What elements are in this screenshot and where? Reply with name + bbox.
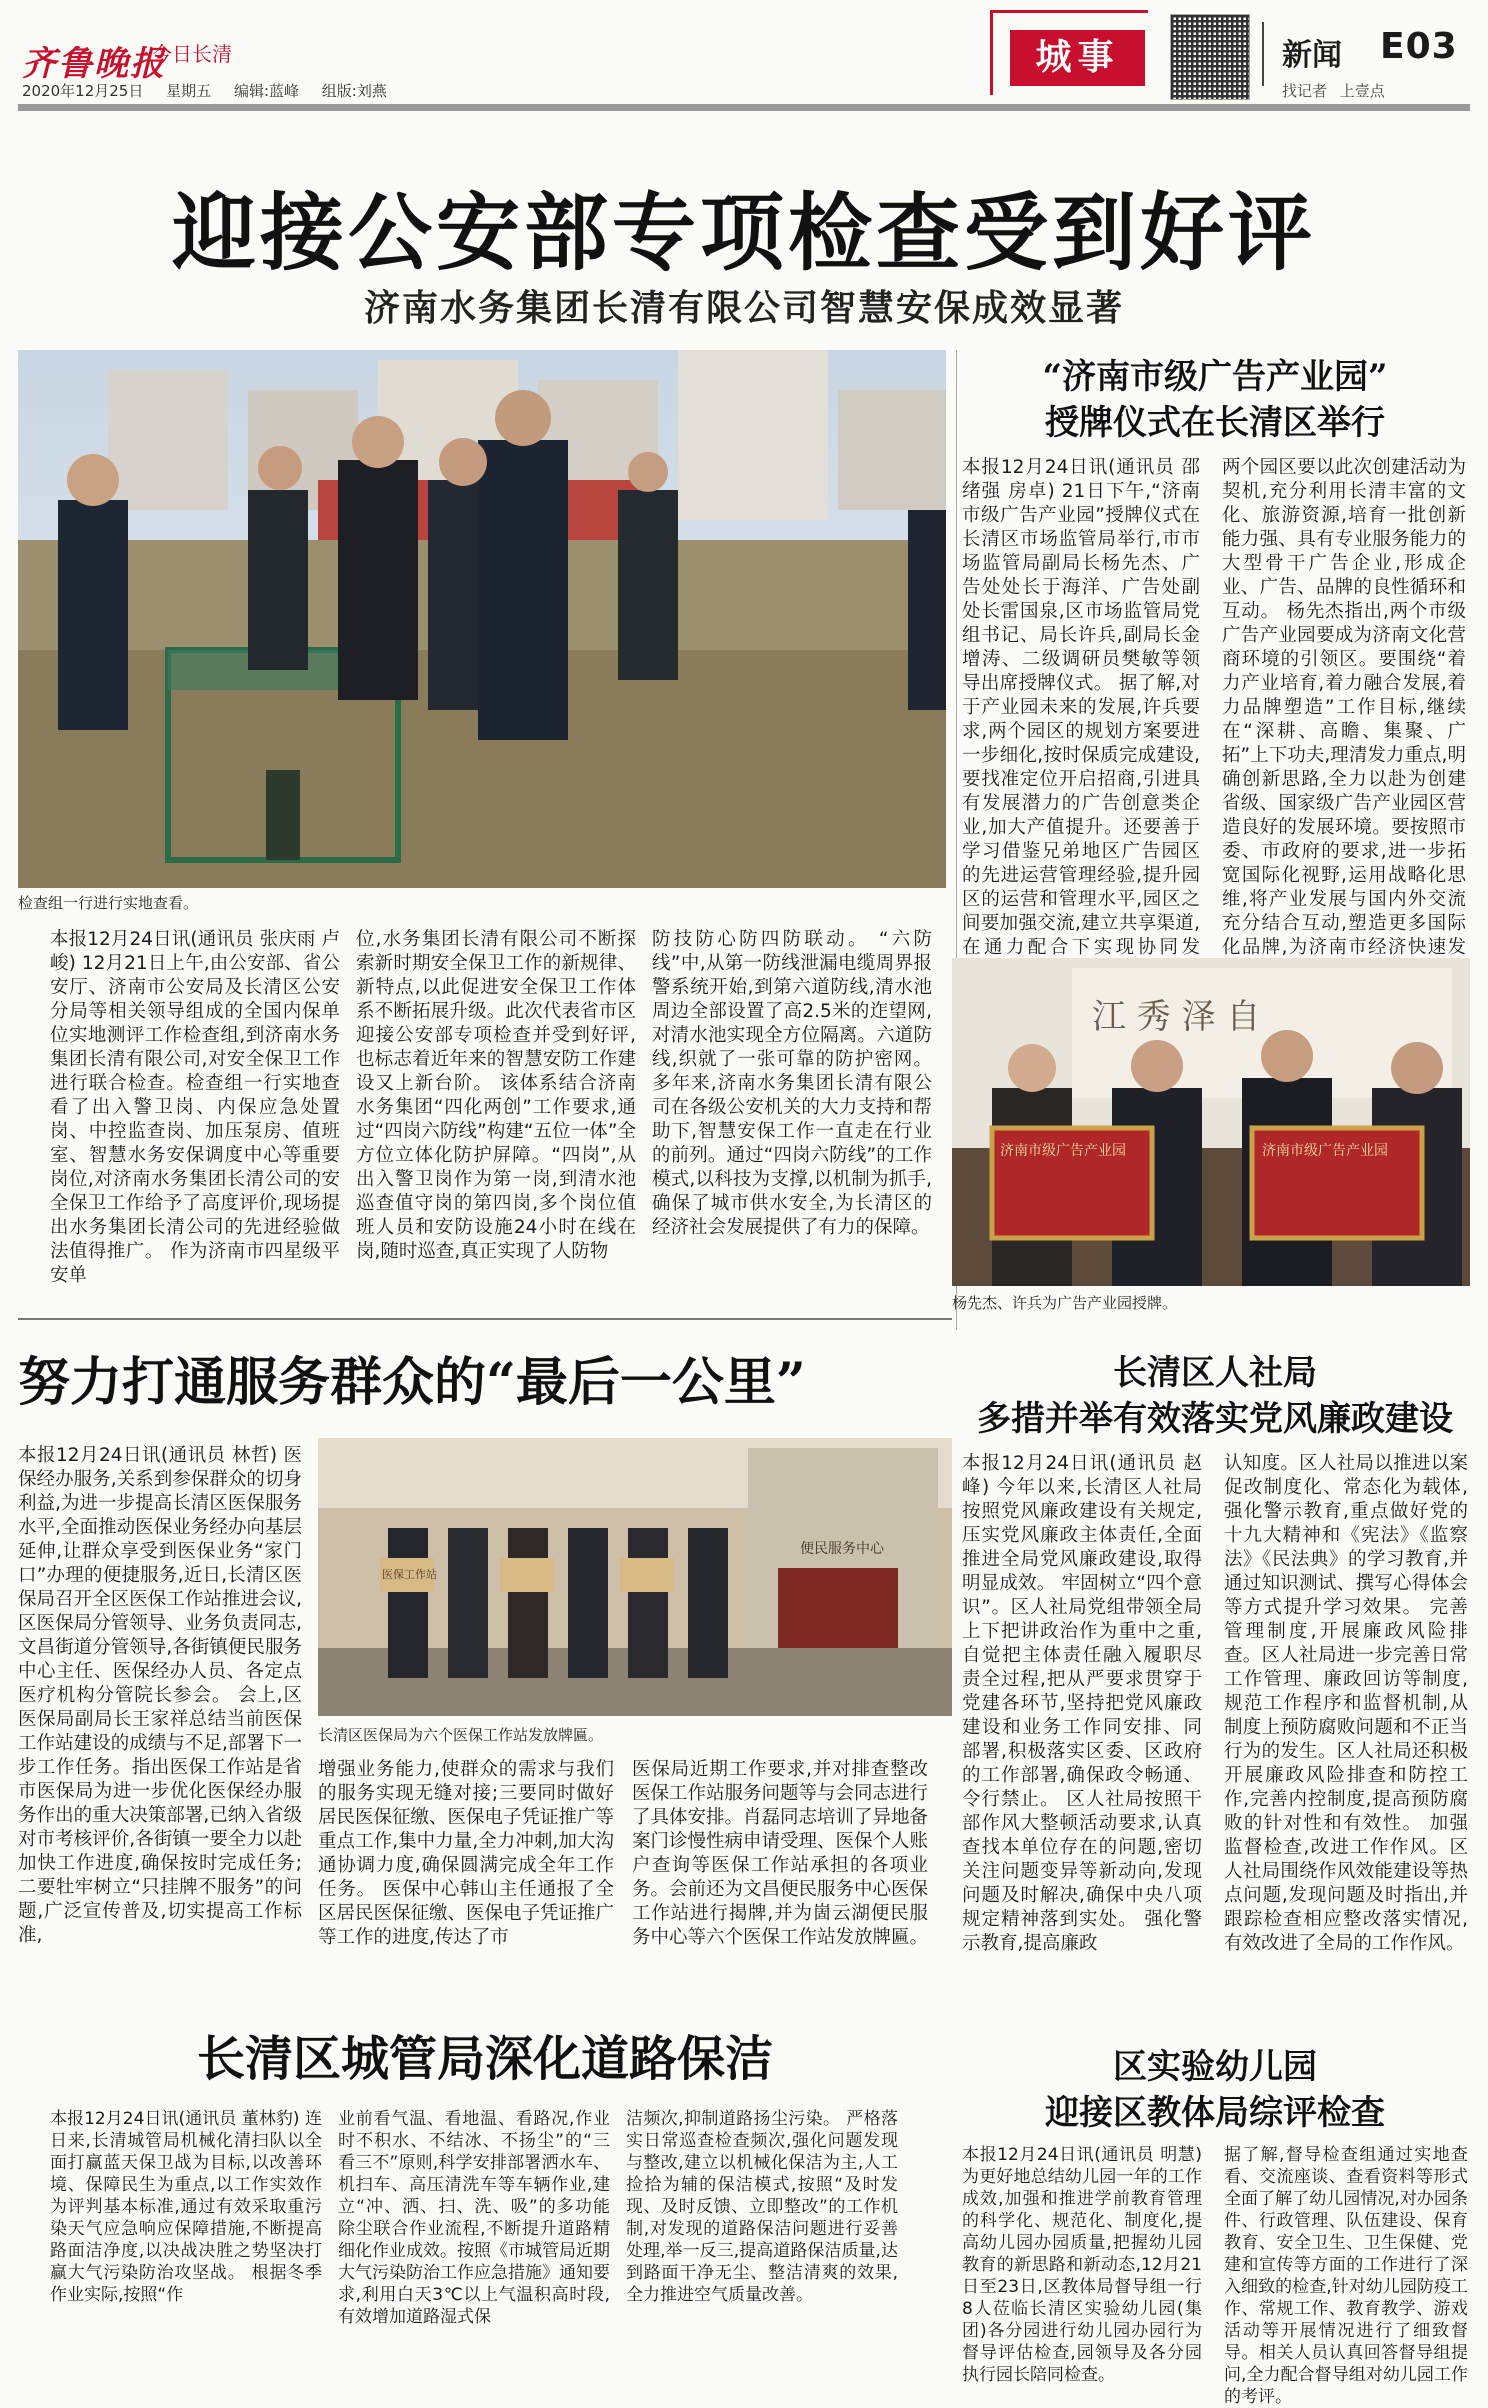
mid-rule [18,1318,952,1320]
article3-col3: 医保局近期工作要求,并对排查整改医保工作站服务问题等与会同志进行了具体安排。肖磊同志培训了异地备案门诊慢性病申请受理、医保个人账户查询等医保工作站承担的各项业务。会前还为文昌便民服务中心医保工作站进行揭牌,并为崮云湖便民服务中心等六个医保工作站发放牌匾。 [632,1759,929,1948]
article3-col1: 本报12月24日讯(通讯员 林哲) 医保经办服务,关系到参保群众的切身利益,为进一步提高长清区医保服务水平,全面推动医保业务经办向基层延伸,让群众享受到医保业务“家门口”办理的便捷服务,近日,长清区医保局召开全区医保工作站推进会议,区医保局分管领导、业务负责同志,文昌街道分管领导,各街镇便民服务中心主任、医保经办人员、各定点医疗机构分管院长参会。 会上,区医保局副局长王家祥总结当前医保工作站建设的成绩与不足,部署下一步工作任务。指出医保工作站是省市医保局为进一步优化医保经办服务作出的重大决策部署,已纳入省级对市考核评价,各街镇一要全力以赴加快工作进度,确保按时完成任务;二要牡牢树立“只挂牌不服务”的问题,广泛宣传普及,切实提高工作标准, [18,1445,302,1946]
inspection-photo-caption: 检查组一行进行实地查看。 [18,894,199,912]
medical-photo-caption: 长清区医保局为六个医保工作站发放牌匾。 [318,1726,604,1744]
article6-headline-line2: 迎接区教体局综评检查 [1045,2093,1385,2133]
award-photo-image [952,958,1470,1286]
article4-col1: 本报12月24日讯(通讯员 赵峰) 今年以来,长清区人社局按照党风廉政建设有关规定,压实党风廉政主体责任,全面推进全局党风廉政建设,取得明显成效。 牢固树立“四个意识”。区人社局党组带领全局上下把讲政治作为重中之重,自觉把主体责任融入履职尽责全过程,把从严要求贯穿于党建各环节,坚持把党风廉政建设和业务工作同安排、同部署,积极落实区委、区政府的工作部署,确保政令畅通、令行禁止。 区人社局按照干部作风大整顿活动要求,认真查找本单位存在的问题,密切关注问题变异等新动向,发现问题及时解决,确保中央八项规定精神落到实处。 强化警示教育,提高廉政 [962,1453,1202,1954]
article1-col1: 本报12月24日讯(通讯员 张庆雨 卢峻) 12月21日上午,由公安部、省公安厅、济南市公安局及长清区公安分局等相关领导组成的全国内保单位实地测评工作检查组,到济南水务集团长清有限公司,对安全保卫工作进行联合检查。检查组一行实地查看了出入警卫岗、内保应急处置岗、中控监查岗、加压泵房、值班室、智慧水务安保调度中心等重要岗位,对济南水务集团长清公司的安全保卫工作给予了高度评价,现场提出水务集团长清公司的先进经验做法值得推广。 作为济南市四星级平安单 [50,929,340,1286]
edition-name: 今日长清 [152,42,232,66]
issue-weekday: 星期五 [166,82,212,100]
inspection-photo [18,350,946,888]
article2-headline-line1: “济南市级广告产业园” [1042,357,1388,397]
lead-headline: 迎接公安部专项检查受到好评 [171,183,1316,282]
page-category: 新闻 [1282,38,1342,73]
editor-credit: 编辑:蓝峰 [233,82,299,100]
article1-col3: 防技防心防四防联动。 “六防线”中,从第一防线泄漏电缆周界报警系统开始,到第六道防线,清水池周边全部设置了高2.5米的迮望网,对清水池实现全方位隔离。六道防线,织就了一张可靠的防护密网。 多年来,济南水务集团长清有限公司在各级公安机关的大力支持和帮助下,智慧安保工作一直走在行业的前列。通过“四岗六防线”的工作模式,以科技为支撑,以机制为抓手,确保了城市供水安全,为长清区的经济社会发展提供了有力的保障。 [652,929,932,1238]
article4-col2: 认知度。区人社局以推进以案促改制度化、常态化为载体,强化警示教育,重点做好党的十九大精神和《宪法》《监察法》《民法典》的学习教育,并通过知识测试、撰写心得体会等方式提升学习效果。 完善管理制度,开展廉政风险排查。区人社局进一步完善日常工作管理、廉政回访等制度,规范工作程序和监督机制,从制度上预防腐败问题和不正当行为的发生。区人社局还积极开展廉政风险排查和防控工作,完善内控制度,提高预防腐败的针对性和有效性。 加强监督检查,改进工作作风。区人社局围绕作风效能建设等热点问题,发现问题及时指出,并跟踪检查相应整改落实情况,有效改进了全局的工作作风。 [1224,1453,1468,1954]
top-rule [18,104,1470,111]
inspection-photo-image [18,350,946,888]
medical-door-sign: 便民服务中心 [800,1541,884,1557]
article2-headline-line2: 授牌仪式在长清区举行 [1045,403,1385,443]
qr-code-icon [1170,14,1250,100]
svg-text:江 秀 泽 自: 江 秀 泽 自 [1092,997,1261,1037]
reporter-line: 找记者 上壹点 [1282,82,1385,100]
layout-credit: 组版:刘燕 [321,82,387,100]
article5-col2: 业前看气温、看地温、看路况,作业时不积水、不结冰、不扬尘”的“三看三不”原则,科学安排部署洒水车、机扫车、高压清洗车等车辆作业,建立“冲、洒、扫、洗、吸”的多功能除尘联合作业流程,不断提升道路精细化作业成效。按照《市城管局近期大气污染防治工作应急措施》通知要求,利用白天3℃以上气温积高时段,有效增加道路湿式保 [338,2109,610,2327]
article6-headline-line1: 区实验幼儿园 [1113,2047,1317,2087]
article5-col1: 本报12月24日讯(通讯员 董林豹) 连日来,长清城管局机械化清扫队以全面打赢蓝天保卫战为目标,以改善环境、保障民生为重点,以工作实效作为评判基本标准,通过有效采取重污染天气应急响应保障措施,不断提高路面洁净度,以决战决胜之势坚决打赢大气污染防治攻坚战。 根据冬季作业实际,按照“作 [50,2109,322,2305]
article5-headline: 长清区城管局深化道路保洁 [196,2031,773,2087]
article6-col2: 据了解,督导检查组通过实地查看、交流座谈、查看资料等形式全面了解了幼儿园情况,对办园条件、行政管理、队伍建设、保育教育、安全卫生、卫生保健、党建和宣传等方面的工作进行了深入细致的检查,针对幼儿园防疫工作、常规工作、教育教学、游戏活动等开展情况进行了细致督导。相关人员认真回答督导组提问,全力配合督导组对幼儿园工作的考评。 [1224,2145,1468,2407]
award-plaque-text-right: 济南市级广告产业园 [1262,1143,1388,1159]
medical-plaque-text: 医保工作站 [382,1568,437,1581]
article5-col3: 洁频次,抑制道路扬尘污染。 严格落实日常巡查检查频次,强化问题发现与整改,建立以机械化保洁为主,人工捡拾为辅的保洁模式,按照“及时发现、及时反馈、立即整改”的工作机制,对发现的道路保洁问题进行妥善处理,举一反三,提高道路保洁质量,达到路面干净无尘、整洁清爽的效果,全力推进空气质量改善。 [626,2109,898,2305]
issue-date: 2020年12月25日 [22,82,144,100]
article2-col2: 两个园区要以此次创建活动为契机,充分利用长清丰富的文化、旅游资源,培育一批创新能力强、具有专业服务能力的大型骨干广告企业,形成企业、广告、品牌的良性循环和互动。 杨先杰指出,两个市级广告产业园要成为济南文化营商环境的引领区。要围绕“着力产业培育,着力融合发展,着力品牌塑造”工作目标,继续在“深耕、高瞻、集聚、广拓”上下功夫,理清发力重点,明确创新思路,全力以赴为创建省级、国家级广告产业园区营造良好的发展环境。要按照市委、市政府的要求,进一步拓宽国际化视野,运用战略化思维,将产业发展与国内外交流充分结合互动,塑造更多国际化品牌,为济南市经济快速发 [1222,457,1466,958]
award-photo [952,958,1470,1286]
article1-col2: 位,水务集团长清有限公司不断探索新时期安全保卫工作的新规律、新特点,以此促进安全保卫工作体系不断拓展升级。此次代表省市区迎接公安部专项检查并受到好评,也标志着近年来的智慧安防工作建设又上新台阶。 该体系结合济南水务集团“四化两创”工作要求,通过“四岗六防线”构建“五位一体”全方位立体化防护屏障。“四岗”,从出入警卫岗作为第一岗,到清水池巡查值守岗的第四岗,多个岗位值班人员和安防设施24小时在线在岗,随时巡查,真正实现了人防物 [356,929,636,1262]
lead-subheadline: 济南水务集团长清有限公司智慧安保成效显著 [363,287,1124,329]
issue-meta [22,80,405,101]
newspaper-logo: 齐鲁晚报 [22,44,166,84]
article2-col1: 本报12月24日讯(通讯员 邵绪强 房卓) 21日下午,“济南市级广告产业园”授牌仪式在长清区市场监管局举行,市市场监管局副局长杨先杰、广告处处长于海洋、广告处副处长雷国泉,区市场监管局党组书记、局长许兵,副局长金增涛、二级调研员樊敏等领导出席授牌仪式。 据了解,对于产业园未来的发展,许兵要求,两个园区的规划方案要进一步细化,按时保质完成建设,要找准定位开启招商,引进具有发展潜力的广告创意类企业,加大产值提升。还要善于学习借鉴兄弟地区广告园区的先进运营管理经验,提升园区的运营和管理水平,园区之间要加强交流,建立共享渠道,在通力配合下实现协同发 [962,457,1200,958]
award-plaque-text-left: 济南市级广告产业园 [1000,1143,1126,1159]
article6-col1: 本报12月24日讯(通讯员 明慧) 为更好地总结幼儿园一年的工作成效,加强和推进学前教育管理的科学化、规范化、制度化,提高幼儿园办园质量,把握幼儿园教育的新思路和新动态,12月21日至23日,区教体局督导组一行8人莅临长清区实验幼儿园(集团)各分园进行幼儿园办园行为督导评估检查,园领导及各分园执行园长陪同检查。 [962,2145,1202,2385]
article3-headline: 努力打通服务群众的“最后一公里” [18,1352,806,1413]
article3-col2: 增强业务能力,使群众的需求与我们的服务实现无缝对接;三要同时做好居民医保征缴、医保电子凭证推广等重点工作,集中力量,全力冲刺,加大沟通协调力度,确保圆满完成全年工作任务。 医保中心韩山主任通报了全区居民医保征缴、医保电子凭证推广等工作的进度,传达了市 [318,1759,615,1948]
page-number: E03 [1380,26,1458,67]
masthead-divider [1262,22,1264,86]
award-photo-caption: 杨先杰、许兵为广告产业园授牌。 [952,1294,1178,1312]
article4-headline-line2: 多措并举有效落实党风廉政建设 [977,1399,1453,1439]
section-tab: 城事 [1010,30,1145,86]
article4-headline-line1: 长清区人社局 [1113,1353,1317,1393]
